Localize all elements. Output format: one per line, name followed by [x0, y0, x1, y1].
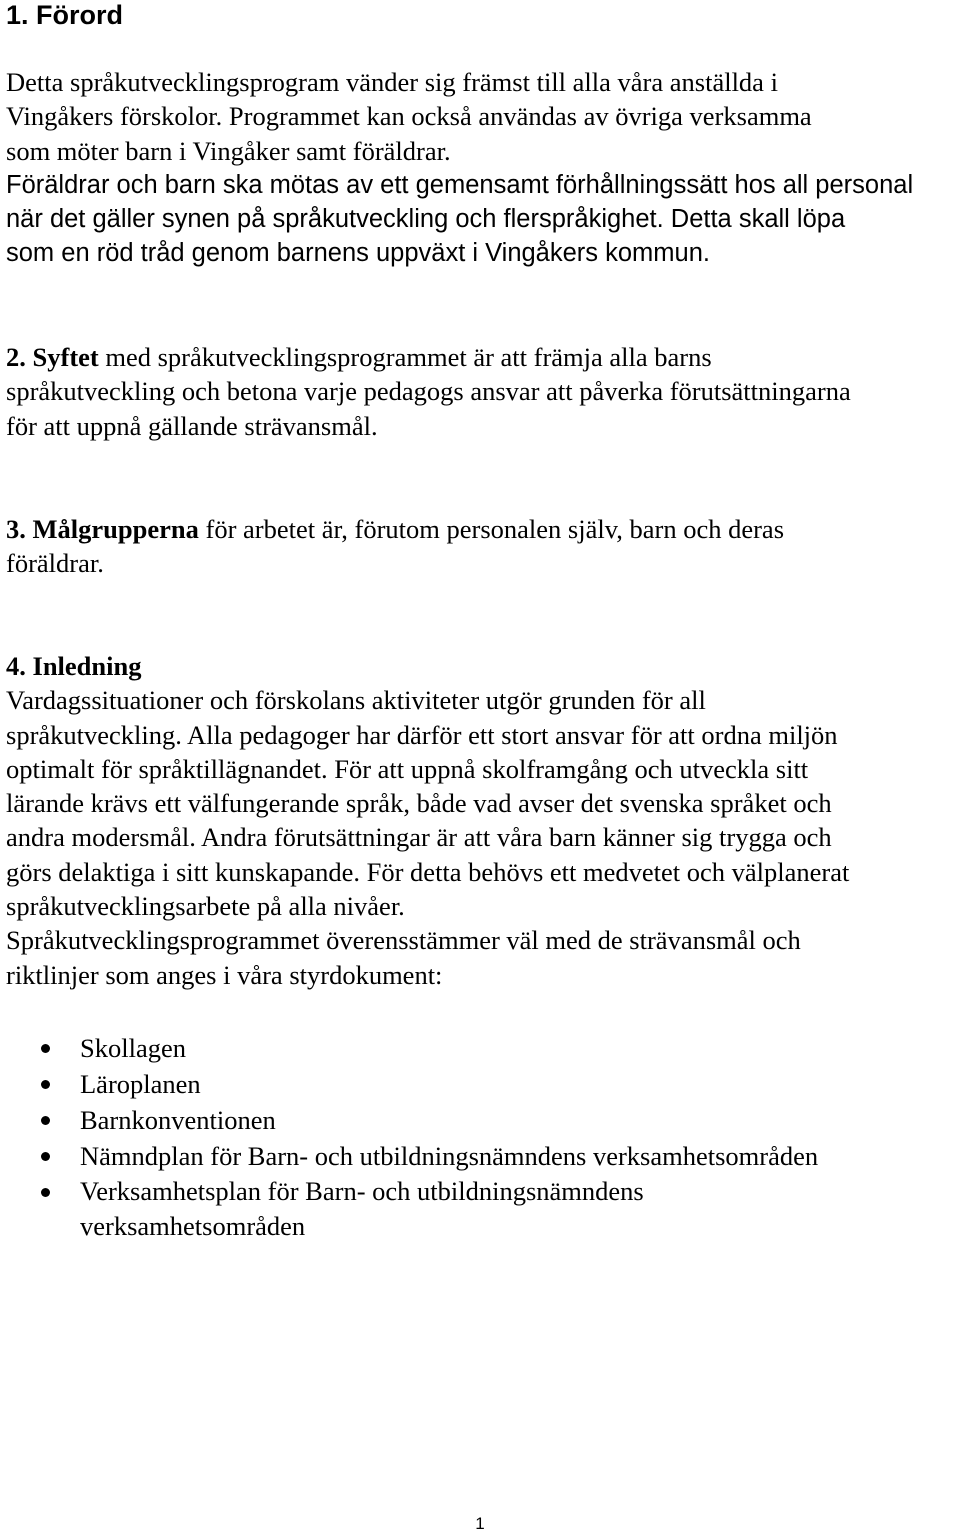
paragraph-syftet — [6, 340, 956, 443]
bullet-icon — [41, 1116, 50, 1125]
list-item: Skollagen — [0, 1030, 960, 1066]
list-item: Verksamhetsplan för Barn- och utbildningsnämndens verksamhetsområden — [0, 1174, 960, 1244]
paragraph-forord — [6, 65, 956, 271]
section-heading-inledning: 4. Inledning — [6, 651, 142, 681]
text-line — [6, 512, 956, 546]
text-fragment: med språkutvecklingsprogrammet är att främja alla barns — [98, 342, 712, 372]
text-line: lärande krävs ett välfungerande språk, både vad avser det svenska språket och — [6, 788, 832, 819]
text-line: Detta språkutvecklingsprogram vänder sig främst till alla våra anställda i — [6, 67, 778, 97]
text-line: riktlinjer som anges i våra styrdokument: — [6, 959, 443, 990]
section-heading-forord: 1. Förord — [6, 0, 124, 30]
text-line: Språkutvecklingsprogrammet överensstämmer väl med de strävansmål och — [6, 925, 801, 956]
text-line: föräldrar. — [6, 548, 104, 579]
bullet-icon — [41, 1080, 50, 1089]
paragraph-malgrupperna — [6, 512, 956, 581]
text-line: Vingåkers förskolor. Programmet kan också användas av övriga verksamma — [6, 101, 812, 132]
text-line: optimalt för språktillägnandet. För att uppnå skolframgång och utveckla sitt — [6, 753, 809, 784]
bullet-icon — [41, 1044, 50, 1053]
text-line: språkutvecklingsarbete på alla nivåer. — [6, 891, 405, 922]
section-number: 2. — [6, 342, 26, 372]
steering-documents-list — [0, 1030, 960, 1244]
section-number: 3. — [6, 514, 26, 544]
text-line: Vardagssituationer och förskolans aktiviteter utgör grunden för all — [6, 685, 706, 716]
section-keyword: Målgrupperna — [32, 514, 199, 544]
text-line: andra modersmål. Andra förutsättningar är att våra barn känner sig trygga och — [6, 822, 832, 853]
list-item: Barnkonventionen — [0, 1102, 960, 1138]
text-line: när det gäller synen på språkutveckling och flerspråkighet. Detta skall löpa — [6, 205, 846, 234]
text-fragment: för arbetet är, förutom personalen själv, barn och deras — [198, 514, 785, 544]
bullet-icon — [41, 1152, 50, 1161]
section-keyword: Syftet — [32, 342, 99, 372]
text-line: som en röd tråd genom barnens uppväxt i Vingåkers kommun. — [6, 239, 710, 268]
text-line: språkutveckling och betona varje pedagogs ansvar att påverka förutsättningarna — [6, 376, 851, 407]
bullet-icon — [41, 1188, 50, 1197]
text-line: Föräldrar och barn ska mötas av ett gemensamt förhållningssätt hos all personal — [6, 170, 914, 199]
text-line — [6, 340, 956, 374]
page-number: 1 — [475, 1514, 485, 1533]
list-item: Läroplanen — [0, 1066, 960, 1102]
list-item: Nämndplan för Barn- och utbildningsnämndens verksamhetsområden — [0, 1138, 960, 1174]
text-line: görs delaktiga i sitt kunskapande. För detta behövs ett medvetet och välplanerat — [6, 856, 850, 887]
text-line: för att uppnå gällande strävansmål. — [6, 410, 378, 441]
paragraph-inledning — [6, 649, 956, 992]
text-line: som möter barn i Vingåker samt föräldrar. — [6, 135, 451, 166]
text-line: språkutveckling. Alla pedagoger har därför ett stort ansvar för att ordna miljön — [6, 719, 838, 750]
